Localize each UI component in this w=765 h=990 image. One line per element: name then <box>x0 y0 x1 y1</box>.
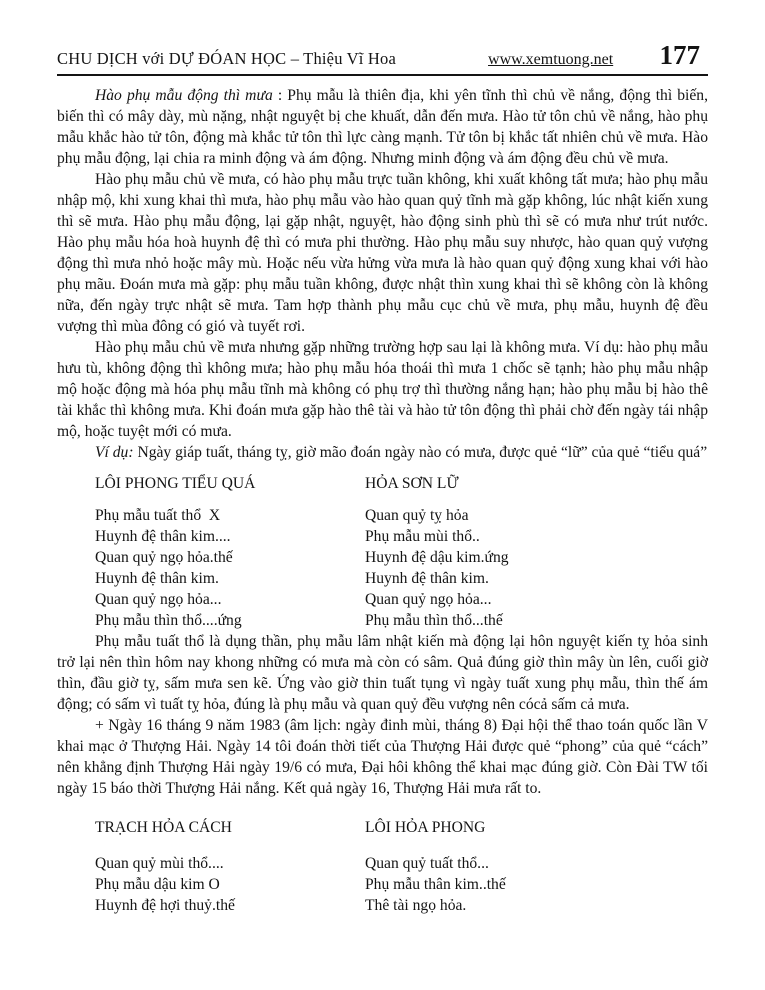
hexagram-line: Phụ mẫu thìn thổ....ứng <box>95 612 242 629</box>
paragraph-1-rest: : Phụ mẫu là thiên địa, khi yên tĩnh thì chủ về nắng, động thì biến, biến thì có mây dày, mù nặng, nhật nguyệt bị che khuất, dẫn đến mưa. Hào tử tôn chủ về nắng, hào phụ mẫu khắc hào tử tôn, động mà khắc tử tôn thì lực càng mạnh. Tử tôn bị khắc tất nhiên chủ về mưa. Hào phụ mẫu động, lại chia ra minh động và ám động. Nhưng minh động và ám động đều chủ về mưa. <box>57 87 708 167</box>
hexagram-line: Phụ mẫu thìn thổ...thế <box>365 612 503 629</box>
hexagram-loi-hoa-phong <box>365 817 708 916</box>
paragraph-analysis: Phụ mẫu tuất thổ là dụng thần, phụ mẫu lâm nhật kiến mà động lại hôn nguyệt kiến tỵ hỏa sinh trở lại nên thìn hôm nay khong những có mưa mà còn có sâm. Quả đúng giờ thìn mây ùn lên, cuối giờ thìn, đầu giờ tỵ, sấm mưa sen kẽ. Ứng vào giờ thin tuất tụng vì ngày tuất xung phụ mẫu, thìn thế ám động; có sấm vì tuất tỵ hỏa, đúng là phụ mẫu và quan quỷ đều vượng nên cócả sấm cả mưa. <box>57 633 708 713</box>
hexagram-line: Huynh đệ thân kim. <box>95 570 219 587</box>
paragraph-1-lead: Hào phụ mẫu động thì mưa <box>95 87 273 104</box>
hexagram-line: Phụ mẫu tuất thổ X <box>95 507 221 524</box>
hexagram-table-1 <box>57 473 708 631</box>
hexagram-hoa-son-lu <box>365 473 708 631</box>
hexagram-title: HỎA SƠN LỮ <box>365 475 459 492</box>
example-label: Ví dụ: <box>95 444 134 461</box>
hexagram-loi-phong-tieu-qua <box>95 473 365 631</box>
hexagram-line: Phụ mẫu mùi thổ.. <box>365 528 480 545</box>
hexagram-line: Quan quỷ tỵ hỏa <box>365 507 469 524</box>
paragraph-example-2: + Ngày 16 tháng 9 năm 1983 (âm lịch: ngày đinh mùi, tháng 8) Đại hội thể thao toán quốc lần V khai mạc ở Thượng Hải. Ngày 14 tôi đoán thời tiết của Thượng Hải được quẻ “phong” của quẻ “cách” nên khẳng định Thượng Hải ngày 19/6 có mưa, Đại hôi không thể khai mạc đúng giờ. Còn Đài TW tối ngày 15 báo thời Thượng Hải nắng. Kết quả ngày 16, Thượng Hải mưa rất to. <box>57 717 708 797</box>
hexagram-line: Phụ mẫu thân kim..thế <box>365 876 506 893</box>
book-title: CHU DỊCH với DỰ ĐÓAN HỌC – Thiệu Vĩ Hoa <box>57 49 397 68</box>
hexagram-trach-hoa-cach <box>95 817 365 916</box>
hexagram-line: Quan quỷ ngọ hỏa... <box>95 591 222 608</box>
page-header <box>57 42 708 69</box>
paragraph-3: Hào phụ mẫu chủ về mưa nhưng gặp những trường hợp sau lại là không mưa. Ví dụ: hào phụ mẫu hưu tù, không động thì không mưa; hào phụ mẫu hóa thoái thì mưa 1 chốc sẽ tạnh; hào phụ mẫu nhập mộ hoặc động mà hóa phụ mẫu tĩnh mà không có phụ trợ thì thường nắng hạn; hào phụ mẫu bị hào thê tài khắc thì không mưa. Khi đoán mưa gặp hào thê tài và hào tử tôn động thì phải chờ đến ngày tái nhập mộ, hoặc tuyệt mới có mưa. <box>57 339 708 440</box>
hexagram-line: Huynh đệ thân kim. <box>365 570 489 587</box>
paragraph-2: Hào phụ mẫu chủ về mưa, có hào phụ mẫu trực tuần không, khi xuất không tất mưa; hào phụ mẫu nhập mộ, khi xung khai thì mưa, hào phụ mẫu vào hào quan quỷ tĩnh mà gặp không, lúc nhật kiến xung thì sẽ mưa. Hào phụ mẫu động, lại gặp nhật, nguyệt, hào động sinh phù thì sẽ có mưa như trút nước. Hào phụ mẫu hóa hoà huynh đệ thì có mưa phi thường. Hào phụ mẫu suy nhược, hào quan quỷ vượng động thì mưa nhỏ hoặc mây mù. Hoặc nếu vừa hửng vừa mưa là hào quan quỷ động xung khai với hào phụ mãu. Đoán mưa mà gặp: phụ mẫu tuần không, được nhật thìn xung khai thì sẽ không còn là không nữa, đến ngày trực nhật sẽ mưa. Tam hợp thành phụ mẫu cục chủ về mưa, phụ mẫu, huynh đệ đều vượng thì mùa đông có gió và tuyết rơi. <box>57 171 708 335</box>
hexagram-line: Quan quỷ mùi thổ.... <box>95 855 224 872</box>
hexagram-table-2 <box>57 817 708 916</box>
hexagram-line: Quan quỷ ngọ hỏa... <box>365 591 492 608</box>
header-divider <box>57 74 708 76</box>
hexagram-line: Quan quỷ ngọ hỏa.thế <box>95 549 233 566</box>
hexagram-title: LÔI PHONG TIỂU QUÁ <box>95 475 256 492</box>
hexagram-line: Phụ mẫu dậu kim O <box>95 876 220 893</box>
paragraph-example <box>57 442 708 463</box>
hexagram-line: Huynh đệ thân kim.... <box>95 528 231 545</box>
website-link[interactable]: www.xemtuong.net <box>488 51 614 68</box>
hexagram-line: Quan quỷ tuất thổ... <box>365 855 489 872</box>
page-number: 177 <box>659 40 700 70</box>
hexagram-line: Huynh đệ hợi thuỷ.thế <box>95 897 235 914</box>
hexagram-line: Thê tài ngọ hỏa. <box>365 897 467 914</box>
paragraph-1 <box>57 85 708 169</box>
hexagram-title: LÔI HỎA PHONG <box>365 819 486 836</box>
hexagram-line: Huynh đệ dậu kim.ứng <box>365 549 509 566</box>
hexagram-title: TRẠCH HỎA CÁCH <box>95 819 232 836</box>
body-text <box>57 85 708 916</box>
example-text: Ngày giáp tuất, tháng tỵ, giờ mão đoán ngày nào có mưa, được quẻ “lữ” của quẻ “tiểu quá” <box>133 444 708 461</box>
